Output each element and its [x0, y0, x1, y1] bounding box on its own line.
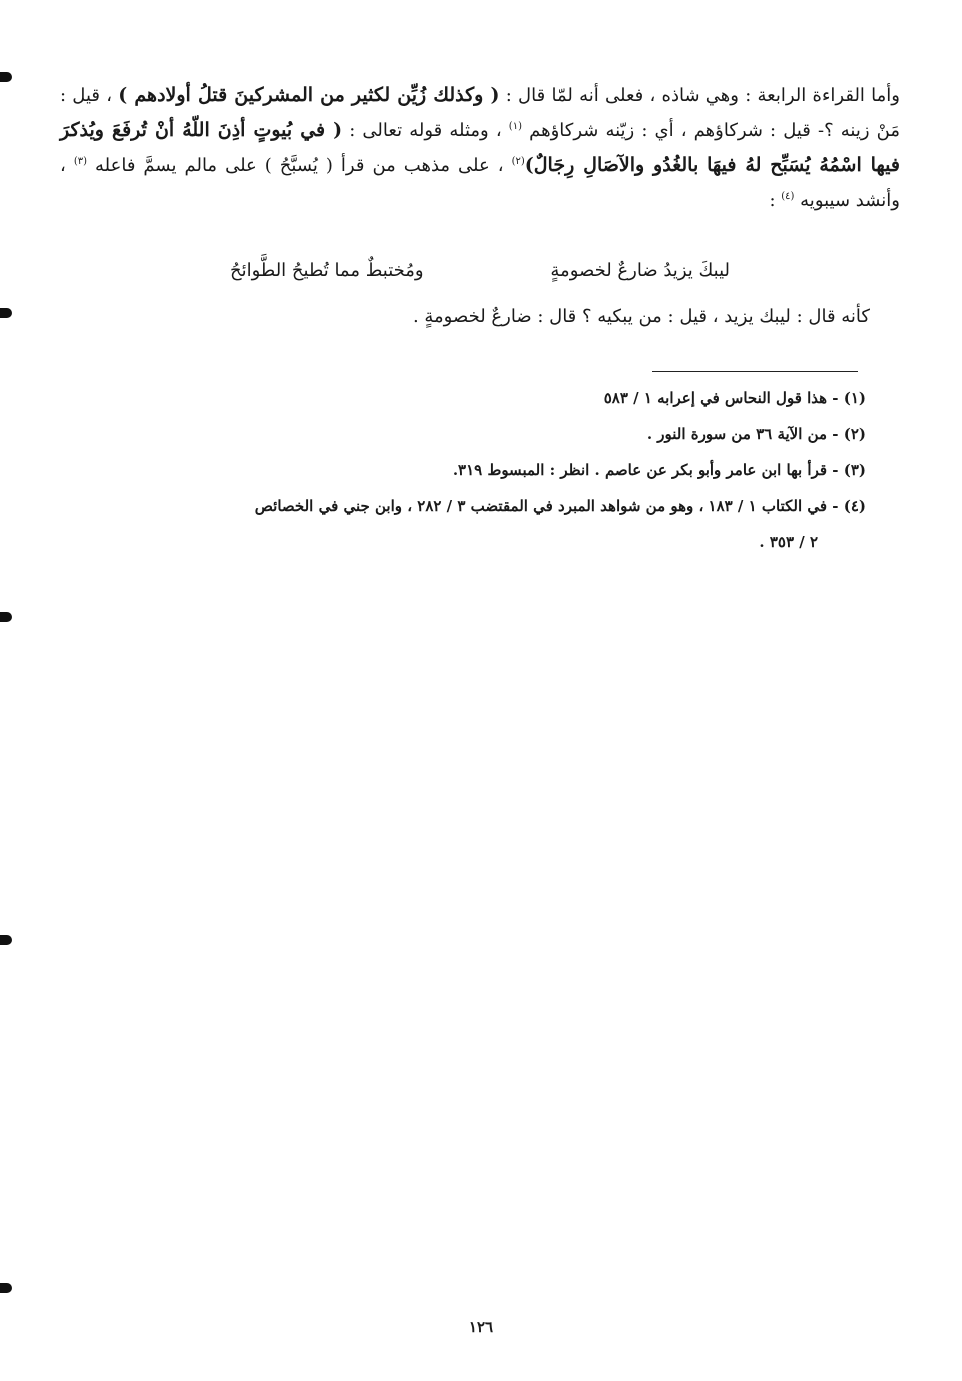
binding-mark: [0, 72, 12, 82]
main-paragraph: [60, 78, 900, 218]
binding-mark: [0, 1283, 12, 1293]
page-number: ١٢٦: [468, 1318, 494, 1336]
footnote-2: (٢) - من الآية ٣٦ من سورة النور .: [646, 425, 866, 443]
paragraph-text: :: [769, 190, 782, 211]
poetry-verse: [230, 254, 730, 288]
footnote-4: (٤) - في الكتاب ١ / ١٨٣ ، وهو من شواهد المبرد في المقتضب ٣ / ٢٨٢ ، وابن جني في الخصائص: [254, 497, 866, 515]
footnote-reference: (٤): [781, 191, 795, 202]
footnote-4-continuation: ٢ / ٣٥٣ .: [759, 533, 818, 551]
binding-mark: [0, 308, 12, 318]
verse-second-hemistich: ومُختبطٌ مما تُطيحُ الطَّوائحُ: [230, 260, 424, 281]
binding-mark: [0, 935, 12, 945]
binding-mark: [0, 612, 12, 622]
paragraph-text: ، على مذهب من قرأ ( يُسبَّحُ ) على مالم يسمَّ فاعله: [87, 155, 512, 176]
paragraph-text: ، قيل : مَنْ زينه ؟- قيل : شركاؤهم ، أي : زيّنه شركاؤهم: [60, 85, 900, 141]
verse-first-hemistich: ليبكَ يزيدُ ضارعٌ لخصومةٍ: [550, 260, 730, 281]
footnote-reference: (٢): [511, 156, 525, 167]
quran-quote: ( في بُيوتٍ أذِنَ اللّهُ أنْ تُرفَعَ ويُذكرَ فيها اسْمُهُ يُسَبِّح لهُ فيهَا بالغُدُو والآصَالِ رِجَالٌ): [60, 119, 900, 176]
explanation-line: كأنه قال : ليبك يزيد ، قيل : من يبكيه ؟ قال : ضارعٌ لخصومةٍ .: [412, 306, 870, 327]
paragraph-text: ، وأنشد سيبويه: [60, 155, 900, 211]
quran-quote: ( وكذلك زُيِّن لكثير من المشركينَ قتلُ أولادهم ): [118, 84, 500, 106]
paragraph-text: وأما القراءة الرابعة : وهي شاذه ، فعلى أنه لمّا قال :: [499, 85, 900, 106]
footnotes-section: [106, 380, 866, 560]
footnote-reference: (١): [508, 121, 522, 132]
paragraph-text: ، ومثله قوله تعالى :: [342, 120, 509, 141]
footnote-1: (١) - هذا قول النحاس في إعرابه ١ / ٥٨٣: [603, 389, 866, 407]
footnote-3: (٣) - قرأ بها ابن عامر وأبو بكر عن عاصم . انظر : المبسوط ٣١٩.: [452, 461, 866, 479]
footnote-reference: (٣): [73, 156, 87, 167]
footnote-separator: [652, 371, 858, 372]
